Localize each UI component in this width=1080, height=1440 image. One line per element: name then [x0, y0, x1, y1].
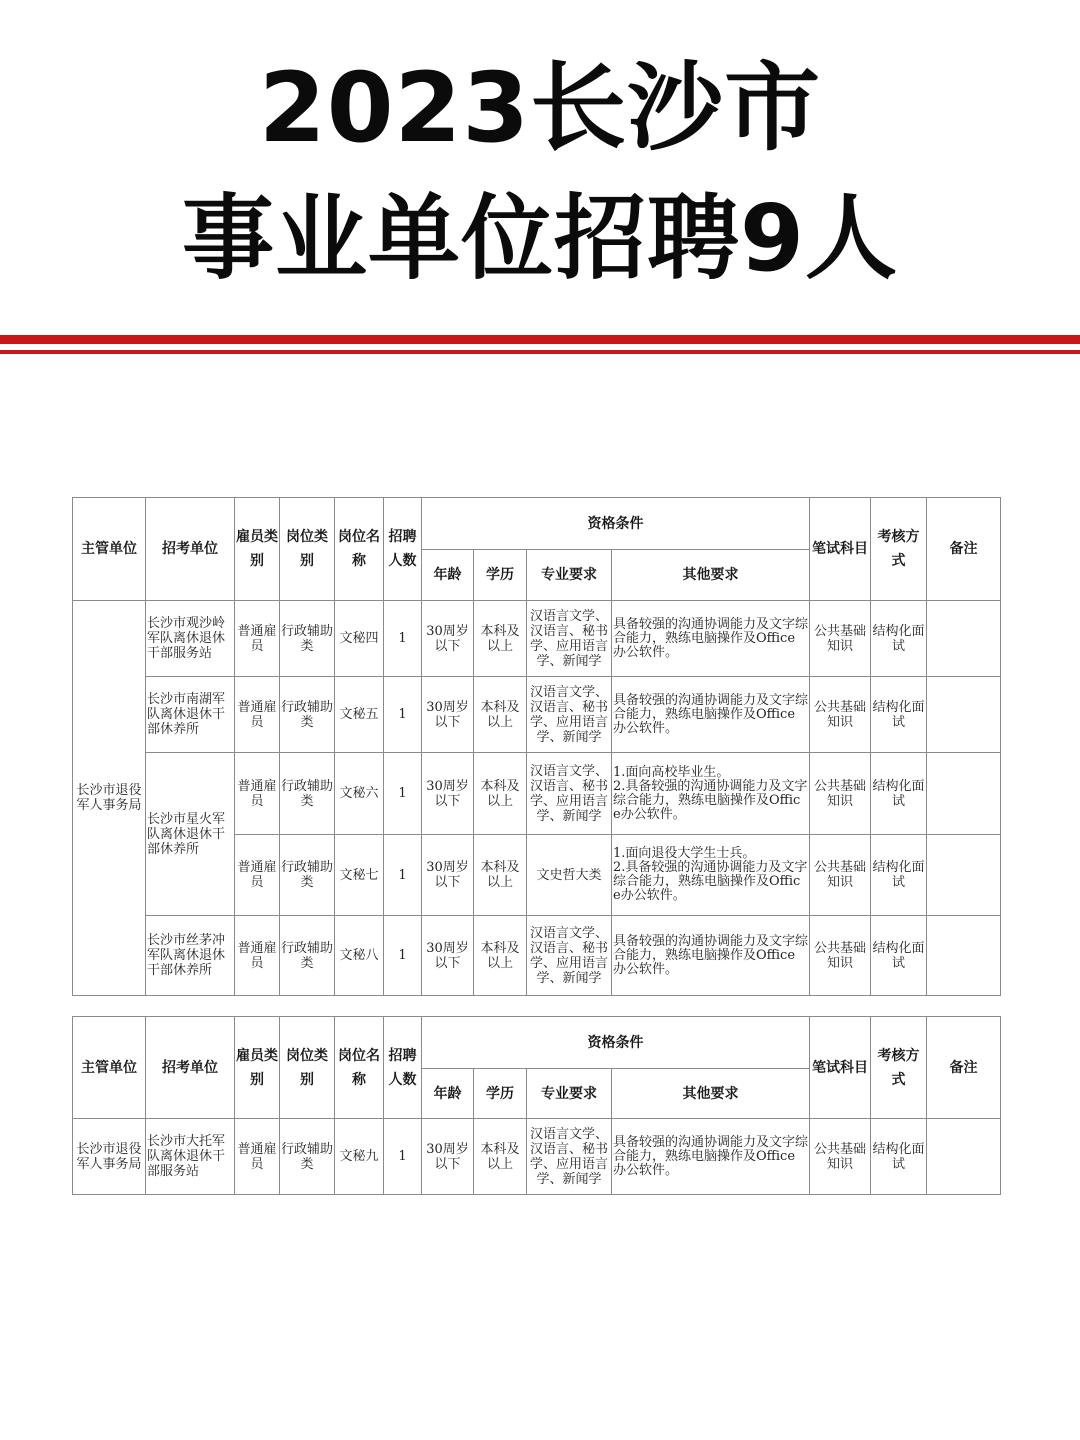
header-written-subject: 笔试科目 — [810, 1017, 871, 1119]
header-major: 专业要求 — [527, 550, 612, 601]
cell-education: 本科及以上 — [474, 753, 527, 835]
cell-post-type: 行政辅助类 — [280, 677, 335, 753]
header-employee-type: 雇员类别 — [235, 498, 280, 601]
header-count: 招聘人数 — [384, 1017, 422, 1119]
title-line-1: 2023长沙市 — [258, 52, 822, 164]
cell-assessment: 结构化面试 — [871, 1119, 927, 1195]
cell-major: 文史哲大类 — [527, 835, 612, 916]
red-divider-thin — [0, 350, 1080, 354]
header-supervisor: 主管单位 — [73, 498, 146, 601]
header-age: 年龄 — [422, 550, 474, 601]
header-education: 学历 — [474, 1069, 527, 1119]
cell-recruiter: 长沙市丝茅冲军队离休退休干部休养所 — [146, 916, 235, 996]
cell-remarks — [927, 1119, 1001, 1195]
header-major: 专业要求 — [527, 1069, 612, 1119]
cell-written-subject: 公共基础知识 — [810, 1119, 871, 1195]
cell-other: 具备较强的沟通协调能力及文字综合能力，熟练电脑操作及Office办公软件。 — [612, 677, 810, 753]
header-post-type: 岗位类别 — [280, 1017, 335, 1119]
header-written-subject: 笔试科目 — [810, 498, 871, 601]
cell-supervisor: 长沙市退役军人事务局 — [73, 601, 146, 996]
header-count: 招聘人数 — [384, 498, 422, 601]
cell-employee-type: 普通雇员 — [235, 753, 280, 835]
header-post-name: 岗位名称 — [335, 498, 384, 601]
header-supervisor: 主管单位 — [73, 1017, 146, 1119]
cell-age: 30周岁以下 — [422, 677, 474, 753]
cell-count: 1 — [384, 677, 422, 753]
header-assessment: 考核方式 — [871, 498, 927, 601]
cell-count: 1 — [384, 835, 422, 916]
cell-count: 1 — [384, 753, 422, 835]
header-post-type: 岗位类别 — [280, 498, 335, 601]
cell-age: 30周岁以下 — [422, 601, 474, 677]
cell-other: 1.面向退役大学生士兵。 2.具备较强的沟通协调能力及文字综合能力，熟练电脑操作及Office办公软件。 — [612, 835, 810, 916]
cell-count: 1 — [384, 916, 422, 996]
cell-remarks — [927, 916, 1001, 996]
cell-post-type: 行政辅助类 — [280, 601, 335, 677]
header-qualifications: 资格条件 — [422, 1017, 810, 1069]
cell-education: 本科及以上 — [474, 1119, 527, 1195]
cell-written-subject: 公共基础知识 — [810, 677, 871, 753]
cell-employee-type: 普通雇员 — [235, 835, 280, 916]
cell-major: 汉语言文学、汉语言、秘书学、应用语言学、新闻学 — [527, 677, 612, 753]
cell-recruiter: 长沙市星火军队离休退休干部休养所 — [146, 753, 235, 916]
header-remarks: 备注 — [927, 1017, 1001, 1119]
cell-assessment: 结构化面试 — [871, 835, 927, 916]
cell-written-subject: 公共基础知识 — [810, 601, 871, 677]
cell-assessment: 结构化面试 — [871, 677, 927, 753]
cell-other: 1.面向高校毕业生。 2.具备较强的沟通协调能力及文字综合能力，熟练电脑操作及Office办公软件。 — [612, 753, 810, 835]
cell-age: 30周岁以下 — [422, 835, 474, 916]
cell-post-name: 文秘六 — [335, 753, 384, 835]
cell-post-name: 文秘七 — [335, 835, 384, 916]
header-recruiter: 招考单位 — [146, 498, 235, 601]
cell-employee-type: 普通雇员 — [235, 601, 280, 677]
cell-employee-type: 普通雇员 — [235, 1119, 280, 1195]
header-education: 学历 — [474, 550, 527, 601]
cell-recruiter: 长沙市观沙岭军队离休退休干部服务站 — [146, 601, 235, 677]
red-divider-thick — [0, 335, 1080, 344]
cell-assessment: 结构化面试 — [871, 753, 927, 835]
cell-education: 本科及以上 — [474, 835, 527, 916]
header-qualifications: 资格条件 — [422, 498, 810, 550]
cell-employee-type: 普通雇员 — [235, 677, 280, 753]
cell-other: 具备较强的沟通协调能力及文字综合能力，熟练电脑操作及Office办公软件。 — [612, 916, 810, 996]
cell-other: 具备较强的沟通协调能力及文字综合能力，熟练电脑操作及Office办公软件。 — [612, 601, 810, 677]
cell-employee-type: 普通雇员 — [235, 916, 280, 996]
title-line-2: 事业单位招聘9人 — [181, 185, 898, 292]
cell-post-type: 行政辅助类 — [280, 1119, 335, 1195]
table-row — [73, 753, 1001, 835]
cell-recruiter: 长沙市南湖军队离休退休干部休养所 — [146, 677, 235, 753]
cell-age: 30周岁以下 — [422, 753, 474, 835]
header-age: 年龄 — [422, 1069, 474, 1119]
header-recruiter: 招考单位 — [146, 1017, 235, 1119]
cell-remarks — [927, 677, 1001, 753]
cell-written-subject: 公共基础知识 — [810, 835, 871, 916]
cell-remarks — [927, 601, 1001, 677]
header-post-name: 岗位名称 — [335, 1017, 384, 1119]
cell-count: 1 — [384, 601, 422, 677]
cell-post-type: 行政辅助类 — [280, 753, 335, 835]
cell-major: 汉语言文学、汉语言、秘书学、应用语言学、新闻学 — [527, 1119, 612, 1195]
cell-age: 30周岁以下 — [422, 916, 474, 996]
cell-education: 本科及以上 — [474, 916, 527, 996]
cell-major: 汉语言文学、汉语言、秘书学、应用语言学、新闻学 — [527, 753, 612, 835]
cell-recruiter: 长沙市大托军队离休退休干部服务站 — [146, 1119, 235, 1195]
header-remarks: 备注 — [927, 498, 1001, 601]
cell-written-subject: 公共基础知识 — [810, 916, 871, 996]
header-employee-type: 雇员类别 — [235, 1017, 280, 1119]
table-row — [73, 1119, 1001, 1195]
recruitment-table-2 — [72, 1016, 1001, 1195]
cell-post-type: 行政辅助类 — [280, 835, 335, 916]
cell-major: 汉语言文学、汉语言、秘书学、应用语言学、新闻学 — [527, 601, 612, 677]
cell-supervisor: 长沙市退役军人事务局 — [73, 1119, 146, 1195]
cell-post-name: 文秘四 — [335, 601, 384, 677]
header-other: 其他要求 — [612, 550, 810, 601]
cell-education: 本科及以上 — [474, 601, 527, 677]
cell-assessment: 结构化面试 — [871, 601, 927, 677]
cell-post-type: 行政辅助类 — [280, 916, 335, 996]
cell-remarks — [927, 753, 1001, 835]
cell-post-name: 文秘九 — [335, 1119, 384, 1195]
cell-post-name: 文秘五 — [335, 677, 384, 753]
recruitment-table-1 — [72, 497, 1001, 996]
cell-written-subject: 公共基础知识 — [810, 753, 871, 835]
cell-remarks — [927, 835, 1001, 916]
table-row — [73, 677, 1001, 753]
cell-education: 本科及以上 — [474, 677, 527, 753]
header-other: 其他要求 — [612, 1069, 810, 1119]
cell-major: 汉语言文学、汉语言、秘书学、应用语言学、新闻学 — [527, 916, 612, 996]
cell-post-name: 文秘八 — [335, 916, 384, 996]
cell-assessment: 结构化面试 — [871, 916, 927, 996]
cell-age: 30周岁以下 — [422, 1119, 474, 1195]
header-assessment: 考核方式 — [871, 1017, 927, 1119]
table-row — [73, 916, 1001, 996]
cell-other: 具备较强的沟通协调能力及文字综合能力，熟练电脑操作及Office办公软件。 — [612, 1119, 810, 1195]
page-title — [0, 48, 1080, 304]
table-row — [73, 601, 1001, 677]
cell-count: 1 — [384, 1119, 422, 1195]
